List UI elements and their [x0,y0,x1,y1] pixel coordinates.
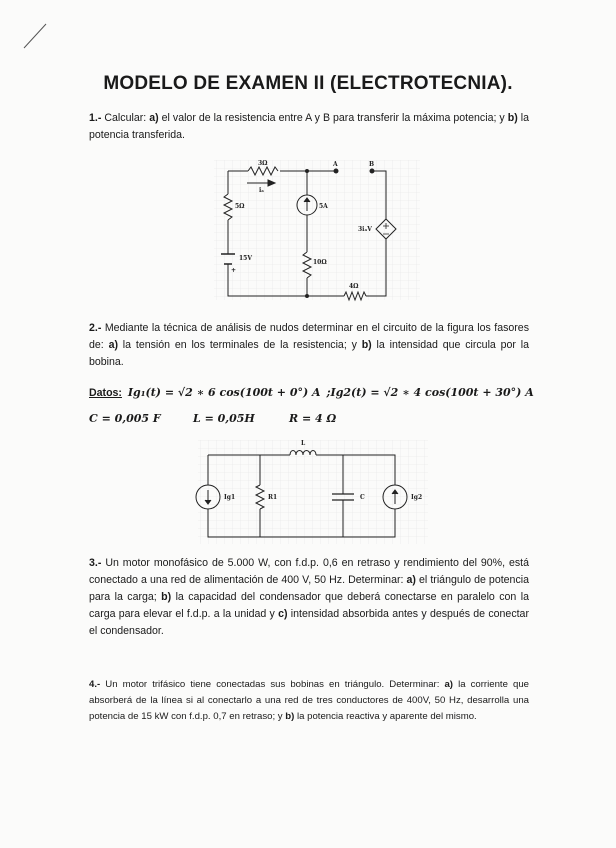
circuit-2 [196,440,428,544]
svg-text:L: L [301,440,306,447]
question-4: 4.- Un motor trifásico tiene conectadas sus bobinas en triángulo. Determinar: a) la corriente que absorberá de la línea si al conectarlo a una red de tres conductores de 400V, 50 Hz, desarrolla una potencia de 15 kW con f.d.p. 0,7 en retraso; y b) la potencia reactiva y aparente del mismo. [89,679,530,722]
page-title: MODELO DE EXAMEN II (ELECTROTECNIA). [103,73,513,94]
question-1: 1.- Calcular: a) el valor de la resistencia entre A y B para transferir la máxima potencia; y b) la potencia transferida. [89,112,529,141]
datos-line: Datos: Ig₁(t) = √2 ∗ 6 cos(100t + 0°) A ;Ig2(t) = √2 ∗ 4 cos(100t + 30°) A [89,386,534,399]
svg-text:4Ω: 4Ω [349,283,359,290]
svg-text:15V: 15V [239,255,253,262]
svg-text:C: C [360,494,365,501]
svg-text:10Ω: 10Ω [313,259,327,266]
svg-text:R1: R1 [268,494,278,501]
svg-text:3iₐV: 3iₐV [358,226,372,233]
svg-text:5Ω: 5Ω [235,203,245,210]
question-2: 2.- Mediante la técnica de análisis de nudos determinar en el circuito de la figura los fasores de: a) la tensión en los terminales de la resistencia; y b) la intensidad que circula por la bobina. [89,322,530,368]
svg-text:5A: 5A [319,203,328,210]
circuit-1 [214,160,420,300]
svg-text:+: + [231,267,237,274]
svg-text:A: A [333,161,338,168]
question-3: 3.- Un motor monofásico de 5.000 W, con f.d.p. 0,6 en retraso y rendimiento del 90%, está conectado a una red de alimentación de 400 V, 50 Hz. Determinar: a) el triángulo de potencia para la carga; b) la capacidad del condensador que deberá conectarse en paralelo con la carga para elevar el f.d.p. a la unidad y c) intensidad absorbida antes y después de conectar el condensador. [89,557,529,637]
svg-text:3Ω: 3Ω [258,160,268,167]
constants-line: C = 0,005 F L = 0,05H R = 4 Ω [89,412,337,425]
svg-text:iₐ: iₐ [259,187,265,194]
svg-text:B: B [369,161,375,168]
svg-text:Ig2: Ig2 [411,494,423,501]
svg-text:Ig1: Ig1 [224,494,236,501]
